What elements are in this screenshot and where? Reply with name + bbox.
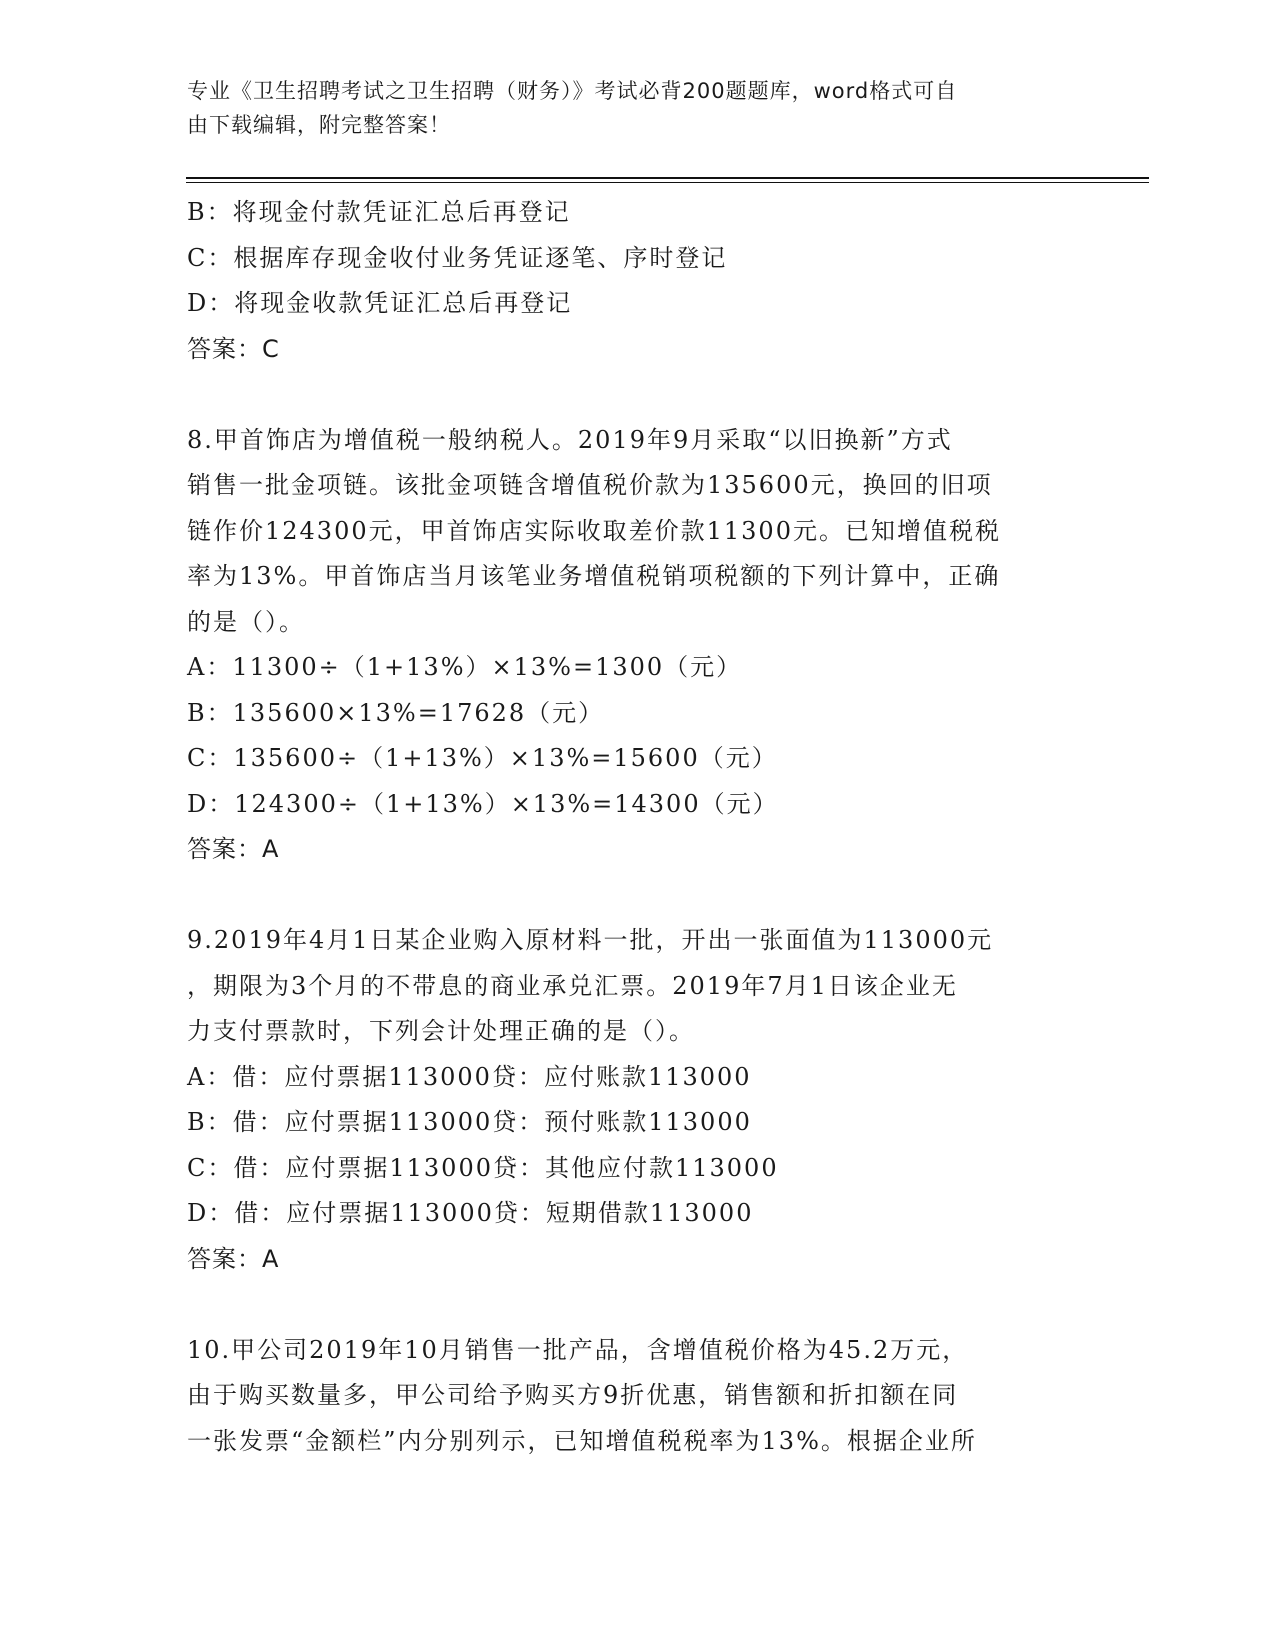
answer-line: 答案：A	[187, 835, 280, 863]
option-a: A：借：应付票据113000贷：应付账款113000	[187, 1062, 752, 1091]
question-stem-line: ，期限为3个月的不带息的商业承兑汇票。2019年7月1日该企业无	[187, 971, 958, 1000]
option-c: C：根据库存现金收付业务凭证逐笔、序时登记	[187, 243, 728, 272]
question-10	[187, 1328, 1087, 1465]
question-stem-line: 的是（）。	[187, 607, 305, 636]
option-d: D：借：应付票据113000贷：短期借款113000	[187, 1199, 754, 1227]
option-b: B：135600×13%=17628（元）	[187, 698, 605, 727]
question-stem-line: 10.甲公司2019年10月销售一批产品，含增值税价格为45.2万元，	[187, 1335, 969, 1364]
option-b: B：将现金付款凭证汇总后再登记	[187, 198, 571, 226]
question-stem-line: 销售一批金项链。该批金项链含增值税价款为135600元，换回的旧项	[187, 471, 993, 499]
header-rule-thick	[186, 177, 1149, 179]
option-d: D：将现金收款凭证汇总后再登记	[187, 289, 573, 317]
question-stem-line: 由于购买数量多，甲公司给予购买方9折优惠，销售额和折扣额在同	[187, 1381, 959, 1409]
question-stem-line: 9.2019年4月1日某企业购入原材料一批，开出一张面值为113000元	[187, 926, 994, 954]
page-header	[187, 74, 1067, 142]
question-stem-line: 8.甲首饰店为增值税一般纳税人。2019年9月采取“以旧换新”方式	[187, 425, 953, 454]
option-a: A：11300÷（1+13%）×13%=1300（元）	[187, 653, 743, 681]
answer-line: 答案：A	[187, 1244, 280, 1273]
option-c: C：借：应付票据113000贷：其他应付款113000	[187, 1153, 779, 1182]
question-stem-line: 一张发票“金额栏”内分别列示，已知增值税税率为13%。根据企业所	[187, 1426, 977, 1455]
document-body	[187, 190, 1087, 1464]
option-b: B：借：应付票据113000贷：预付账款113000	[187, 1108, 752, 1136]
answer-line: 答案：C	[187, 334, 280, 363]
option-d: D：124300÷（1+13%）×13%=14300（元）	[187, 789, 779, 818]
question-7-tail	[187, 190, 1087, 372]
option-c: C：135600÷（1+13%）×13%=15600（元）	[187, 744, 778, 772]
question-8	[187, 418, 1087, 873]
question-stem-line: 率为13%。甲首饰店当月该笔业务增值税销项税额的下列计算中，正确	[187, 562, 1001, 590]
header-line-1: 专业《卫生招聘考试之卫生招聘（财务）》考试必背200题题库，word格式可自	[187, 79, 958, 103]
header-rule-thin	[186, 182, 1149, 183]
question-stem-line: 链作价124300元，甲首饰店实际收取差价款11300元。已知增值税税	[187, 516, 1001, 545]
question-stem-line: 力支付票款时，下列会计处理正确的是（）。	[187, 1017, 695, 1045]
question-9	[187, 918, 1087, 1282]
header-line-2: 由下载编辑，附完整答案！	[187, 113, 451, 137]
